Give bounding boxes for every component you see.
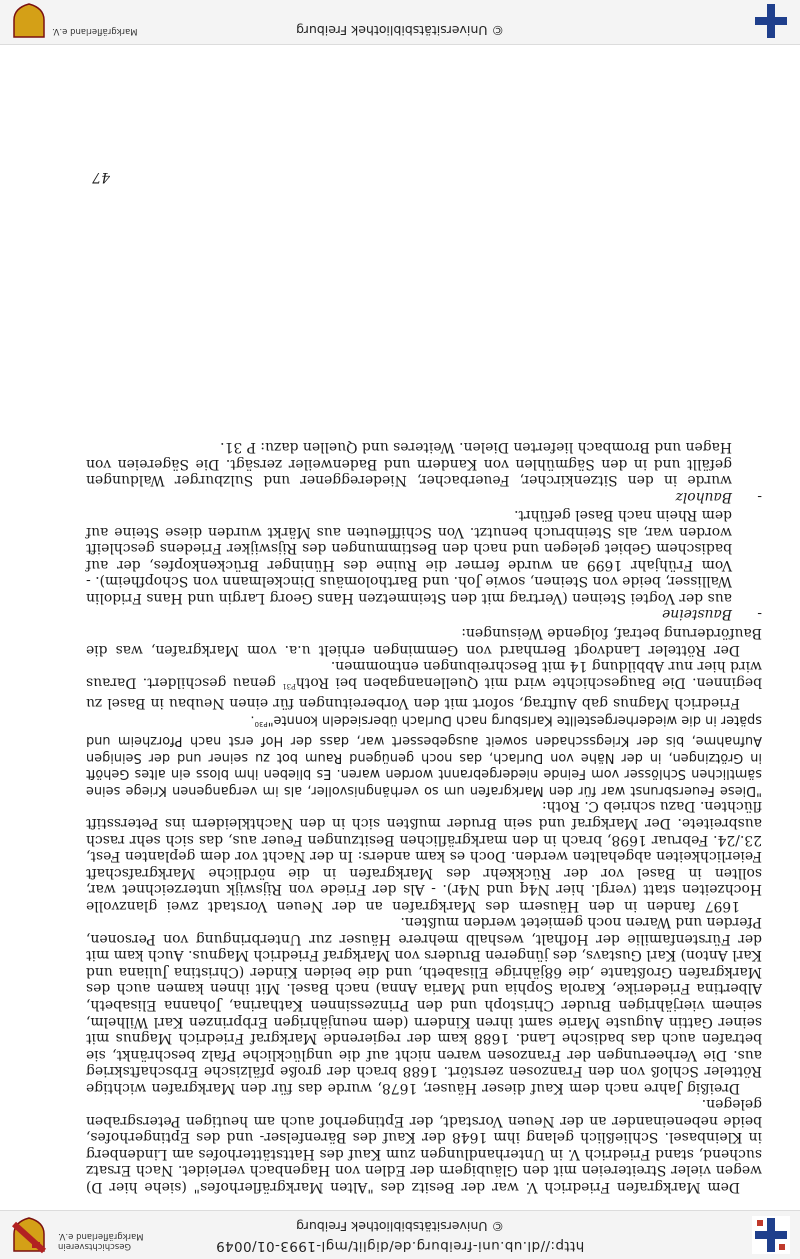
footer-strip: [0, 0, 800, 45]
page-number: 47: [92, 169, 110, 185]
paragraph-4: [86, 658, 762, 711]
section-text: aus der Vogtei Steinen (Vertrag mit den Steinmetzen Hans Georg Largin und Hans Fridolin Wallisser, beide von Steinen, sowie Joh. und Bartholomäus Dinckelmann von Schopfheim). - Vom Frühjahr 1699 an wurde ferner die Ruine des Hüninger Brückenkopfes, der auf badischem Gebiet gelegen und nach den Bestimmungen des Rijswijker Friedens geschleift worden war, als Steinbruch benutzt. Von Schiffleuten aus Märkt wurden diese Steine auf dem Rhein nach Basel geführt.: [86, 507, 732, 606]
org-name: [58, 1231, 148, 1251]
crest-icon: [10, 2, 48, 40]
paragraph-3: 1697 fanden in den Häusern des Markgrafen an der Neuen Vorstadt zwei glanzvolle Hochzeiten statt (vergl. hier N4q und N4r). - Als der Friede von Rijswijk unterzeichnet war, sollten in Basel vor der Rückkehr des Markgrafen in die nördliche Markgrafschaft Feierlichkeiten abgehalten werden. Doch es kam anders: In der Nacht vor dem geplanten Fest, 23./24. Februar 1698, brach in den markgräflichen Besitzungen Feuer aus, das sich sehr rasch ausbreitete. Der Markgraf und sein Bruder mußten sich in den Nachtkleidern ins Petersstift flüchten. Dazu schrieb C. Roth:: [86, 798, 762, 914]
quote-text: "Diese Feuersbrunst war für den Markgrafen um so verhängnisvoller, als im vergangenen Kriege seine sämtlichen Schlösser vom Feinde niedergebrannt worden waren. Es blieben ihm bloss ein altes Gehöft in Grötzingen, in der Nähe von Durlach, das noch genügend Raum bot zu seiner und der Seinigen Aufnahme, bis der Kriegsschaden soweit ausgebessert war, dass der Hof erst nach Pforzheim und später in die wiederhergestellte Karlsburg nach Durlach übersiedeln konnte": [86, 712, 762, 798]
ub-freiburg-logo-icon: [752, 2, 790, 40]
footer-org: Markgräflerland e.V.: [52, 26, 138, 36]
paragraph-2: Dreißig Jahre nach dem Kauf dieser Häuser, 1678, wurde das für den Markgrafen wichtige Rötteler Schloß von den Franzosen zerstört. 1688 brach der große pfälzische Erbschaftskrieg aus. Die Verheerungen der Franzosen waren nicht auf die unglückliche Pfalz beschränkt, sie betrafen auch das badische Land. 1688 kam der regierende Markgraf Friedrich Magnus mit seiner Gattin Auguste Marie samt ihren Kindern (dem neunjährigen Erbprinzen Karl Wilhelm, seinem vierjährigen Bruder Christoph und den Prinzessinnen Katharina, Johanna Elisabeth, Albertina Friederike, Karola Sophia und Maria Anna) nach Basel. Mit ihnen kamen auch des Markgrafen Großtante ,die 68jährige Elisabeth, und die beiden Kinder (Christina Juliana und Karl Anton) Karl Gustavs, des jüngeren Bruders von Markgraf Friedrich Magnus. Auch kam mit der Fürstenfamilie der Hofhalt, weshalb mehrere Häuser zur Unterbringung von Personen, Pferden und Waren noch gemietet werden mußten.: [86, 914, 762, 1096]
quote-reference: P30: [254, 719, 268, 728]
section-dash: -: [757, 606, 762, 623]
section-heading: Bausteine: [662, 606, 732, 623]
paragraph-4a: Friedrich Magnus gab Auftrag, sofort mit den Vorbereitungen für einen Neubau in Basel zu beginnen. Die Baugeschichte wird mit Quellenangaben bei Roth: [86, 674, 762, 711]
org-line-2: Markgräflerland e.V.: [58, 1231, 144, 1241]
quote-block: "Diese Feuersbrunst war für den Markgrafen um so verhängnisvoller, als im vergangenen Kriege seine sämtlichen Schlösser vom Feinde niedergebrannt worden waren. Es blieben ihm bloss ein altes Gehöft in Grötzingen, in der Nähe von Durlach, das noch genügend Raum bot zu seiner und der Seinigen Aufnahme, bis der Kriegsschaden soweit ausgebessert war, dass der Hof erst nach Pforzheim und später in die wiederhergestellte Karlsburg nach Durlach übersiedeln konnte"$^{P30}$.: [86, 712, 762, 798]
paragraph-4b: genau geschildert. Daraus wird hier nur Abbildung 14 mit Beschreibungen entnommen.: [86, 658, 762, 691]
roth-reference: P31: [282, 682, 296, 691]
section-text: wurde in den Sitzenkircher, Feuerbacher, Niedereggener und Sulzburger Waldungen gefällt und in den Sägmühlen von Kandern und Badenweiler zersägt. Die Sägereien von Hagen und Brombach lieferten Dielen. Weiteres und Quellen dazu: P 31.: [86, 439, 732, 489]
crest-icon: [10, 1216, 48, 1254]
section-bauholz: [86, 438, 762, 504]
footer-copyright: © Universitätsbibliothek Freiburg: [296, 23, 504, 38]
paragraph-1: Dem Markgrafen Friedrich V. war der Besitz des "Alten Markgräflerhofes" (siehe hier D) wegen vieler Streitereien mit den Gläubigern der Edlen von Hagenbach verleidet. Nach Ersatz suchend, stand Friedrich V. in Unterhandlungen zum Kauf des Hattstätterhofes am Lindenberg in Kleinbasel. Schließlich gelang ihm 1648 der Kauf des Bärenfelser- und des Eptingerhofes, beide nebeneinander an der Neuen Vorstadt, der Eptingerhof auch am heutigen Petersgraben gelegen.: [86, 1096, 762, 1195]
section-dash: -: [757, 488, 762, 505]
document-body: [86, 438, 762, 1195]
copyright-text: © Universitätsbibliothek Freiburg: [296, 1219, 504, 1234]
document-url[interactable]: http://dl.ub.uni-freiburg.de/diglit/mgl-1993-01/0049: [215, 1238, 585, 1254]
section-bausteine: [86, 507, 762, 623]
org-line-1: Geschichtsverein: [58, 1241, 132, 1251]
section-heading: Bauholz: [675, 488, 732, 505]
paragraph-5: Der Rötteler Landvogt Bernhard von Gemmingen erhielt u.a. vom Markgrafen, was die Bauförderung betraf, folgende Weisungen:: [86, 625, 762, 658]
header-strip: [0, 1210, 800, 1259]
